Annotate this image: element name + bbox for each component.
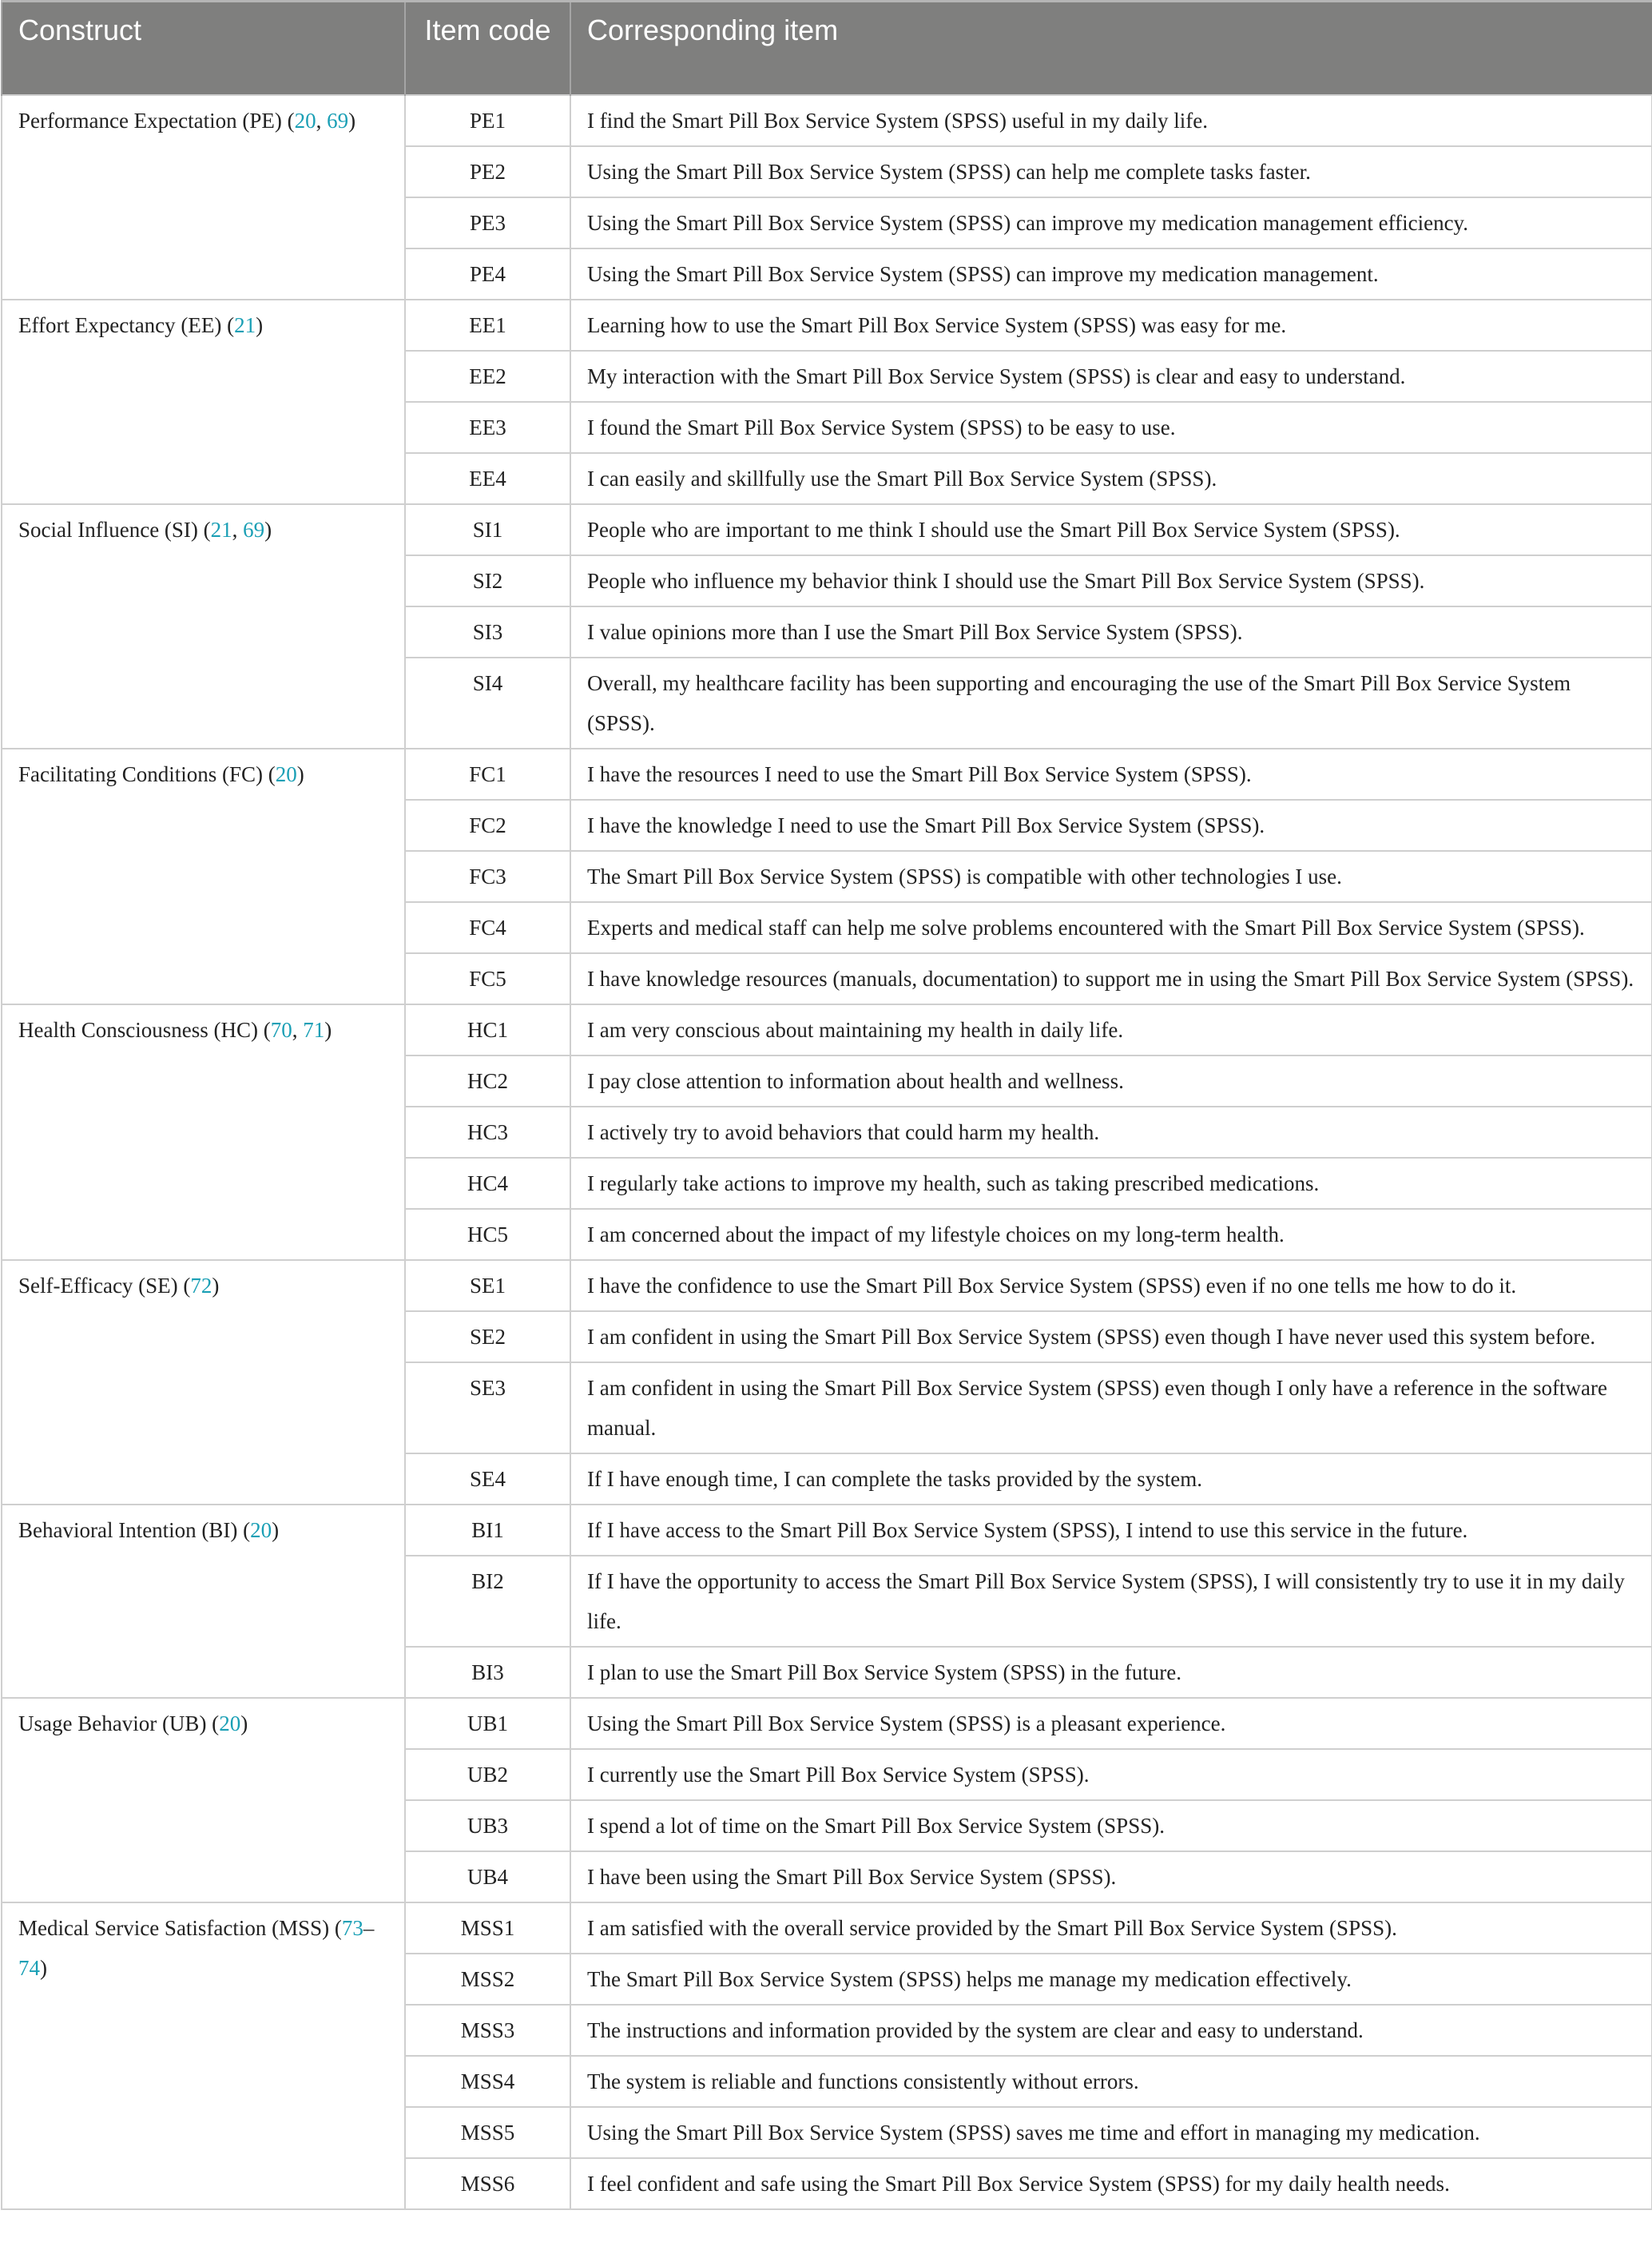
item-text-cell: I am confident in using the Smart Pill Box Service System (SPSS) even though I only have a reference in the software manual. — [570, 1362, 1652, 1453]
item-text-cell: I have the confidence to use the Smart Pill Box Service System (SPSS) even if no one tells me how to do it. — [570, 1260, 1652, 1311]
item-code-cell: BI1 — [405, 1505, 570, 1556]
construct-label: Facilitating Conditions (FC) ( — [18, 762, 276, 786]
construct-cell — [2, 1902, 405, 2209]
construct-label: Social Influence (SI) ( — [18, 518, 211, 542]
table-row — [2, 300, 1652, 351]
ref-separator: , — [232, 518, 244, 542]
item-text-cell: I have the resources I need to use the Smart Pill Box Service System (SPSS). — [570, 749, 1652, 800]
item-code-cell: SI4 — [405, 658, 570, 749]
construct-close-paren: ) — [256, 313, 264, 337]
ref-separator: , — [316, 109, 328, 133]
construct-label: Usage Behavior (UB) ( — [18, 1711, 220, 1735]
item-code-cell: UB4 — [405, 1851, 570, 1902]
construct-cell — [2, 1260, 405, 1505]
header-row — [2, 2, 1652, 96]
reference-link[interactable]: 74 — [18, 1956, 40, 1980]
construct-cell — [2, 504, 405, 749]
table-row — [2, 1260, 1652, 1311]
item-code-cell: MSS6 — [405, 2158, 570, 2209]
item-text-cell: Using the Smart Pill Box Service System (SPSS) can improve my medication management efficiency. — [570, 197, 1652, 248]
item-text-cell: Using the Smart Pill Box Service System (SPSS) can improve my medication management. — [570, 248, 1652, 300]
item-text-cell: I found the Smart Pill Box Service System (SPSS) to be easy to use. — [570, 402, 1652, 453]
reference-link[interactable]: 20 — [294, 109, 316, 133]
item-text-cell: I find the Smart Pill Box Service System (SPSS) useful in my daily life. — [570, 95, 1652, 146]
item-code-cell: EE4 — [405, 453, 570, 504]
construct-label: Effort Expectancy (EE) ( — [18, 313, 235, 337]
reference-link[interactable]: 69 — [243, 518, 265, 542]
item-code-cell: PE4 — [405, 248, 570, 300]
item-text-cell: I plan to use the Smart Pill Box Service System (SPSS) in the future. — [570, 1647, 1652, 1698]
item-text-cell: I feel confident and safe using the Smart Pill Box Service System (SPSS) for my daily health needs. — [570, 2158, 1652, 2209]
item-code-cell: EE2 — [405, 351, 570, 402]
item-code-cell: UB2 — [405, 1749, 570, 1800]
item-text-cell: Learning how to use the Smart Pill Box Service System (SPSS) was easy for me. — [570, 300, 1652, 351]
construct-label: Performance Expectation (PE) ( — [18, 109, 295, 133]
item-text-cell: I am very conscious about maintaining my health in daily life. — [570, 1004, 1652, 1055]
header-corresponding-item: Corresponding item — [570, 2, 1652, 96]
item-code-cell: HC5 — [405, 1209, 570, 1260]
item-text-cell: Using the Smart Pill Box Service System (SPSS) saves me time and effort in managing my medication. — [570, 2107, 1652, 2158]
reference-link[interactable]: 72 — [190, 1274, 212, 1298]
item-code-cell: HC4 — [405, 1158, 570, 1209]
construct-label: Behavioral Intention (BI) ( — [18, 1518, 251, 1542]
item-code-cell: FC3 — [405, 851, 570, 902]
item-code-cell: SI1 — [405, 504, 570, 555]
item-text-cell: People who are important to me think I should use the Smart Pill Box Service System (SPSS). — [570, 504, 1652, 555]
table-row — [2, 95, 1652, 146]
item-text-cell: The system is reliable and functions consistently without errors. — [570, 2056, 1652, 2107]
item-text-cell: I spend a lot of time on the Smart Pill Box Service System (SPSS). — [570, 1800, 1652, 1851]
item-code-cell: SE2 — [405, 1311, 570, 1362]
item-text-cell: I have knowledge resources (manuals, documentation) to support me in using the Smart Pill Box Service System (SPSS). — [570, 953, 1652, 1004]
item-text-cell: The instructions and information provided by the system are clear and easy to understand. — [570, 2005, 1652, 2056]
item-text-cell: I pay close attention to information about health and wellness. — [570, 1055, 1652, 1107]
table-row — [2, 1698, 1652, 1749]
item-text-cell: Using the Smart Pill Box Service System (SPSS) is a pleasant experience. — [570, 1698, 1652, 1749]
item-code-cell: PE3 — [405, 197, 570, 248]
ref-separator: – — [363, 1916, 375, 1940]
reference-link[interactable]: 21 — [234, 313, 256, 337]
item-text-cell: I have been using the Smart Pill Box Service System (SPSS). — [570, 1851, 1652, 1902]
construct-close-paren: ) — [212, 1274, 220, 1298]
item-text-cell: I can easily and skillfully use the Smart Pill Box Service System (SPSS). — [570, 453, 1652, 504]
item-text-cell: I am confident in using the Smart Pill Box Service System (SPSS) even though I have never used this system before. — [570, 1311, 1652, 1362]
reference-link[interactable]: 20 — [275, 762, 297, 786]
construct-close-paren: ) — [324, 1018, 332, 1042]
construct-label: Self-Efficacy (SE) ( — [18, 1274, 191, 1298]
constructs-table — [1, 0, 1652, 2210]
item-text-cell: Experts and medical staff can help me solve problems encountered with the Smart Pill Box Service System (SPSS). — [570, 902, 1652, 953]
item-code-cell: MSS5 — [405, 2107, 570, 2158]
construct-close-paren: ) — [296, 762, 304, 786]
item-code-cell: HC2 — [405, 1055, 570, 1107]
table-row — [2, 1902, 1652, 1954]
item-text-cell: The Smart Pill Box Service System (SPSS) helps me manage my medication effectively. — [570, 1954, 1652, 2005]
construct-close-paren: ) — [240, 1711, 248, 1735]
item-code-cell: SI2 — [405, 555, 570, 606]
construct-label: Health Consciousness (HC) ( — [18, 1018, 271, 1042]
reference-link[interactable]: 20 — [219, 1711, 241, 1735]
item-code-cell: PE2 — [405, 146, 570, 197]
item-code-cell: FC2 — [405, 800, 570, 851]
construct-close-paren: ) — [272, 1518, 280, 1542]
item-code-cell: FC4 — [405, 902, 570, 953]
table-body — [2, 95, 1652, 2209]
item-text-cell: My interaction with the Smart Pill Box Service System (SPSS) is clear and easy to understand. — [570, 351, 1652, 402]
item-code-cell: PE1 — [405, 95, 570, 146]
table-row — [2, 1004, 1652, 1055]
reference-link[interactable]: 21 — [210, 518, 232, 542]
reference-link[interactable]: 73 — [341, 1916, 363, 1940]
construct-close-paren: ) — [264, 518, 272, 542]
item-text-cell: If I have access to the Smart Pill Box Service System (SPSS), I intend to use this service in the future. — [570, 1505, 1652, 1556]
reference-link[interactable]: 70 — [270, 1018, 292, 1042]
item-code-cell: FC5 — [405, 953, 570, 1004]
item-text-cell: The Smart Pill Box Service System (SPSS) is compatible with other technologies I use. — [570, 851, 1652, 902]
item-code-cell: HC3 — [405, 1107, 570, 1158]
item-code-cell: MSS3 — [405, 2005, 570, 2056]
construct-close-paren: ) — [348, 109, 356, 133]
construct-cell — [2, 300, 405, 504]
item-code-cell: SI3 — [405, 606, 570, 658]
construct-cell — [2, 1505, 405, 1698]
item-code-cell: SE4 — [405, 1453, 570, 1505]
item-text-cell: Overall, my healthcare facility has been supporting and encouraging the use of the Smart Pill Box Service System (SPSS). — [570, 658, 1652, 749]
item-code-cell: MSS1 — [405, 1902, 570, 1954]
item-code-cell: EE1 — [405, 300, 570, 351]
item-text-cell: I am concerned about the impact of my lifestyle choices on my long-term health. — [570, 1209, 1652, 1260]
item-code-cell: MSS4 — [405, 2056, 570, 2107]
item-code-cell: SE1 — [405, 1260, 570, 1311]
item-code-cell: BI3 — [405, 1647, 570, 1698]
item-text-cell: I regularly take actions to improve my health, such as taking prescribed medications. — [570, 1158, 1652, 1209]
construct-label: Medical Service Satisfaction (MSS) ( — [18, 1916, 342, 1940]
construct-cell — [2, 1004, 405, 1260]
item-text-cell: I am satisfied with the overall service provided by the Smart Pill Box Service System (SPSS). — [570, 1902, 1652, 1954]
item-code-cell: MSS2 — [405, 1954, 570, 2005]
construct-cell — [2, 749, 405, 1004]
item-code-cell: UB1 — [405, 1698, 570, 1749]
item-text-cell: I currently use the Smart Pill Box Service System (SPSS). — [570, 1749, 1652, 1800]
item-text-cell: I have the knowledge I need to use the Smart Pill Box Service System (SPSS). — [570, 800, 1652, 851]
item-code-cell: EE3 — [405, 402, 570, 453]
reference-link[interactable]: 20 — [250, 1518, 272, 1542]
item-code-cell: UB3 — [405, 1800, 570, 1851]
header-construct: Construct — [2, 2, 405, 96]
item-text-cell: If I have the opportunity to access the Smart Pill Box Service System (SPSS), I will consistently try to use it in my daily life. — [570, 1556, 1652, 1647]
item-text-cell: I value opinions more than I use the Smart Pill Box Service System (SPSS). — [570, 606, 1652, 658]
item-text-cell: Using the Smart Pill Box Service System (SPSS) can help me complete tasks faster. — [570, 146, 1652, 197]
item-code-cell: SE3 — [405, 1362, 570, 1453]
item-code-cell: BI2 — [405, 1556, 570, 1647]
item-text-cell: People who influence my behavior think I should use the Smart Pill Box Service System (SPSS). — [570, 555, 1652, 606]
item-code-cell: FC1 — [405, 749, 570, 800]
construct-cell — [2, 95, 405, 300]
item-text-cell: If I have enough time, I can complete the tasks provided by the system. — [570, 1453, 1652, 1505]
item-code-cell: HC1 — [405, 1004, 570, 1055]
header-item-code: Item code — [405, 2, 570, 96]
table-row — [2, 749, 1652, 800]
table-row — [2, 504, 1652, 555]
construct-cell — [2, 1698, 405, 1902]
item-text-cell: I actively try to avoid behaviors that could harm my health. — [570, 1107, 1652, 1158]
table-row — [2, 1505, 1652, 1556]
reference-link[interactable]: 71 — [303, 1018, 325, 1042]
construct-close-paren: ) — [40, 1956, 47, 1980]
ref-separator: , — [292, 1018, 304, 1042]
reference-link[interactable]: 69 — [327, 109, 349, 133]
